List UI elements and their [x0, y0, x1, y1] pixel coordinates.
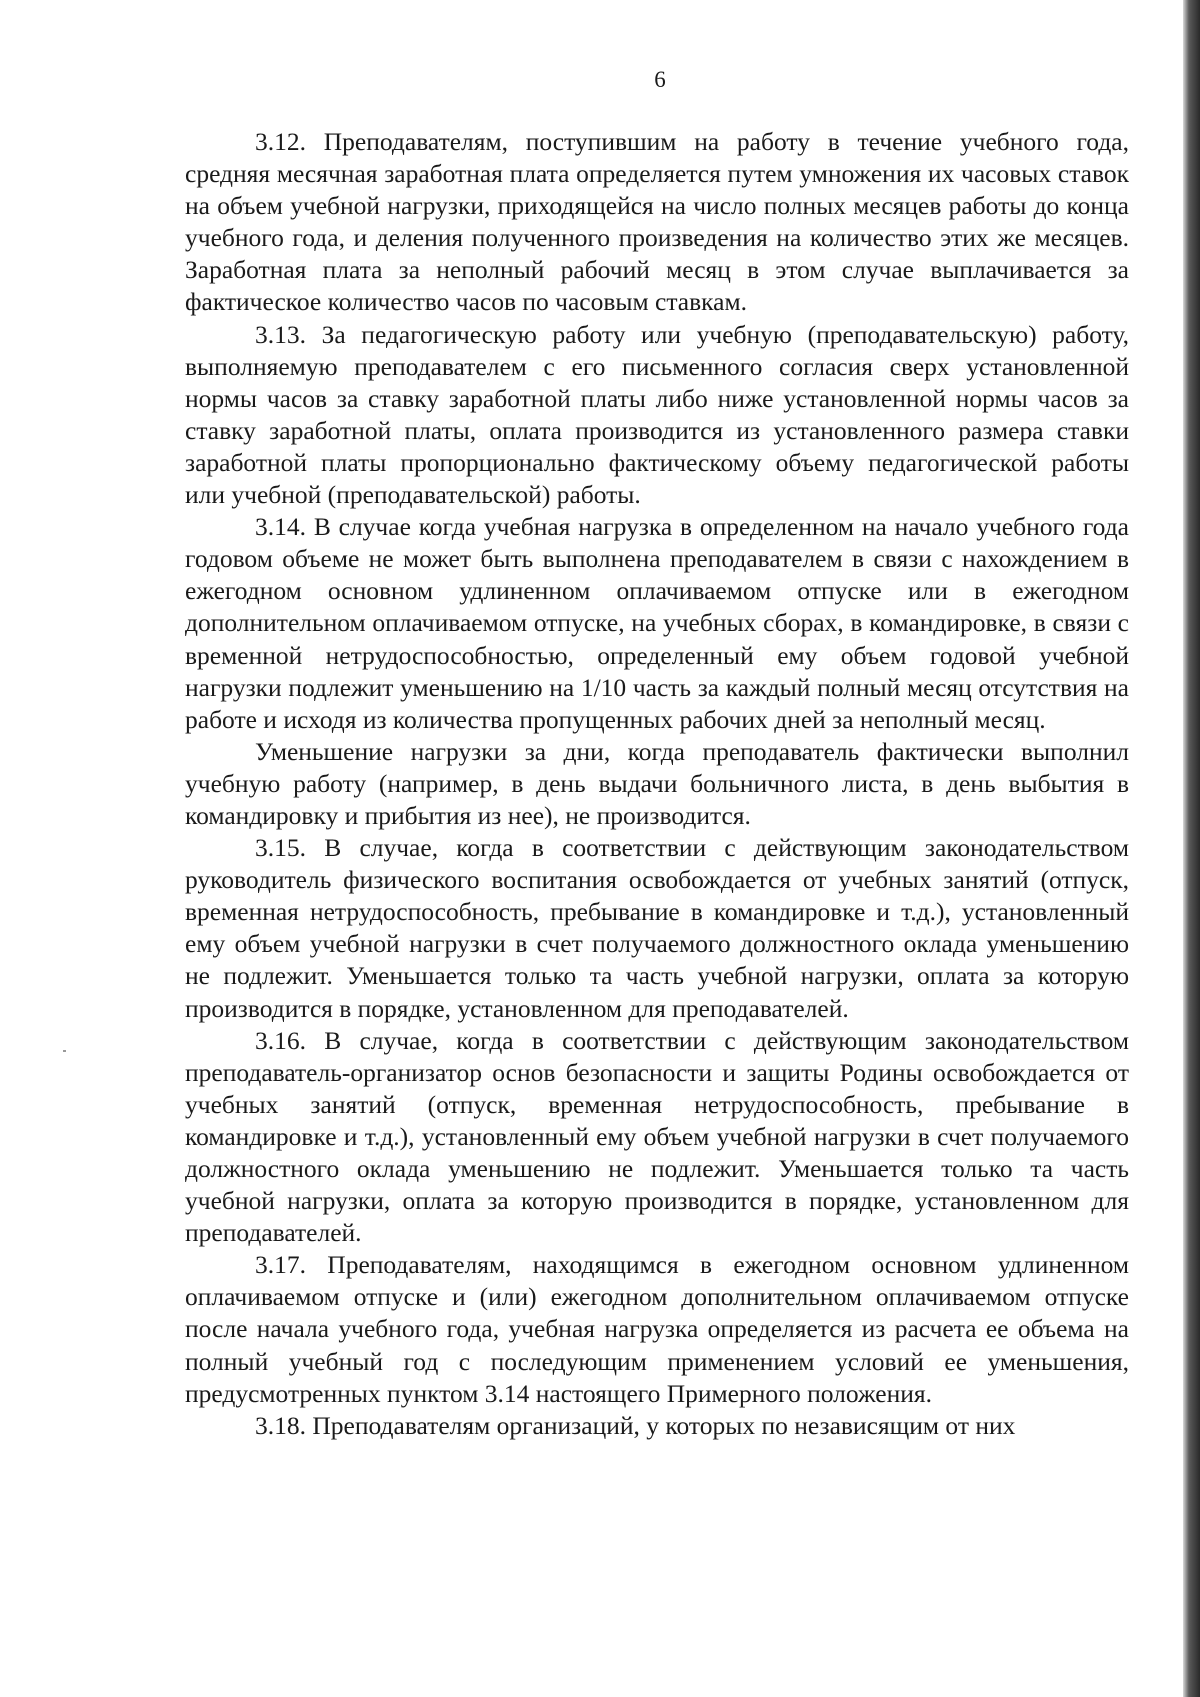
paragraph-3-14: 3.14. В случае когда учебная нагрузка в определенном на начало учебного года годовом объеме не может быть выполнена преподавателем в связи с нахождением в ежегодном основном удлиненном оплачиваемом отпуске или в ежегодном дополнительном оплачиваемом отпуске, на учебных сборах, в командировке, в связи с временной нетрудоспособностью, определенный ему объем годовой учебной нагрузки подлежит уменьшению на 1/10 часть за каждый полный месяц отсутствия на работе и исходя из количества пропущенных рабочих дней за неполный месяц.	[185, 512, 1129, 734]
paragraph-3-17: 3.17. Преподавателям, находящимся в ежегодном основном удлиненном оплачиваемом отпуске и (или) ежегодном дополнительном оплачиваемом отпуске после начала учебного года, учебная нагрузка определяется из расчета ее объема на полный учебный год с последующим применением условий ее уменьшения, предусмотренных пунктом 3.14 настоящего Примерного положения.	[185, 1250, 1129, 1408]
document-body	[185, 126, 1129, 1442]
paragraph-3-18: 3.18. Преподавателям организаций, у которых по независящим от них	[255, 1410, 1016, 1440]
paragraph-3-15: 3.15. В случае, когда в соответствии с действующим законодательством руководитель физического воспитания освобождается от учебных занятий (отпуск, временная нетрудоспособность, пребывание в командировке и т.д.), установленный ему объем учебной нагрузки в счет получаемого должностного оклада уменьшению не подлежит. Уменьшается только та часть учебной нагрузки, оплата за которую производится в порядке, установленном для преподавателей.	[185, 833, 1129, 1023]
page-number: 6	[654, 67, 666, 92]
paragraph-3-13: 3.13. За педагогическую работу или учебную (преподавательскую) работу, выполняемую преподавателем с его письменного согласия сверх установленной нормы часов за ставку заработной платы либо ниже установленной нормы часов за ставку заработной платы, оплата производится из установленного размера ставки заработной платы пропорционально фактическому объему педагогической работы или учебной (преподавательской) работы.	[185, 319, 1129, 510]
scan-shadow-edge	[1183, 0, 1200, 1697]
paragraph-3-12: 3.12. Преподавателям, поступившим на работу в течение учебного года, средняя месячная заработная плата определяется путем умножения их часовых ставок на объем учебной нагрузки, приходящейся на число полных месяцев работы до конца учебного года, и деления полученного произведения на количество этих же месяцев. Заработная плата за неполный рабочий месяц в этом случае выплачивается за фактическое количество часов по часовым ставкам.	[185, 127, 1129, 317]
paragraph-3-16: 3.16. В случае, когда в соответствии с действующим законодательством преподаватель-организатор основ безопасности и защиты Родины освобождается от учебных занятий (отпуск, временная нетрудоспособность, пребывание в командировке и т.д.), установленный ему объем учебной нагрузки в счет получаемого должностного оклада уменьшению не подлежит. Уменьшается только та часть учебной нагрузки, оплата за которую производится в порядке, установленном для преподавателей.	[185, 1025, 1129, 1248]
paragraph-3-14-note: Уменьшение нагрузки за дни, когда преподаватель фактически выполнил учебную работу (например, в день выдачи больничного листа, в день выбытия в командировку и прибытия из нее), не производится.	[185, 736, 1129, 830]
scan-speck	[63, 1050, 66, 1052]
